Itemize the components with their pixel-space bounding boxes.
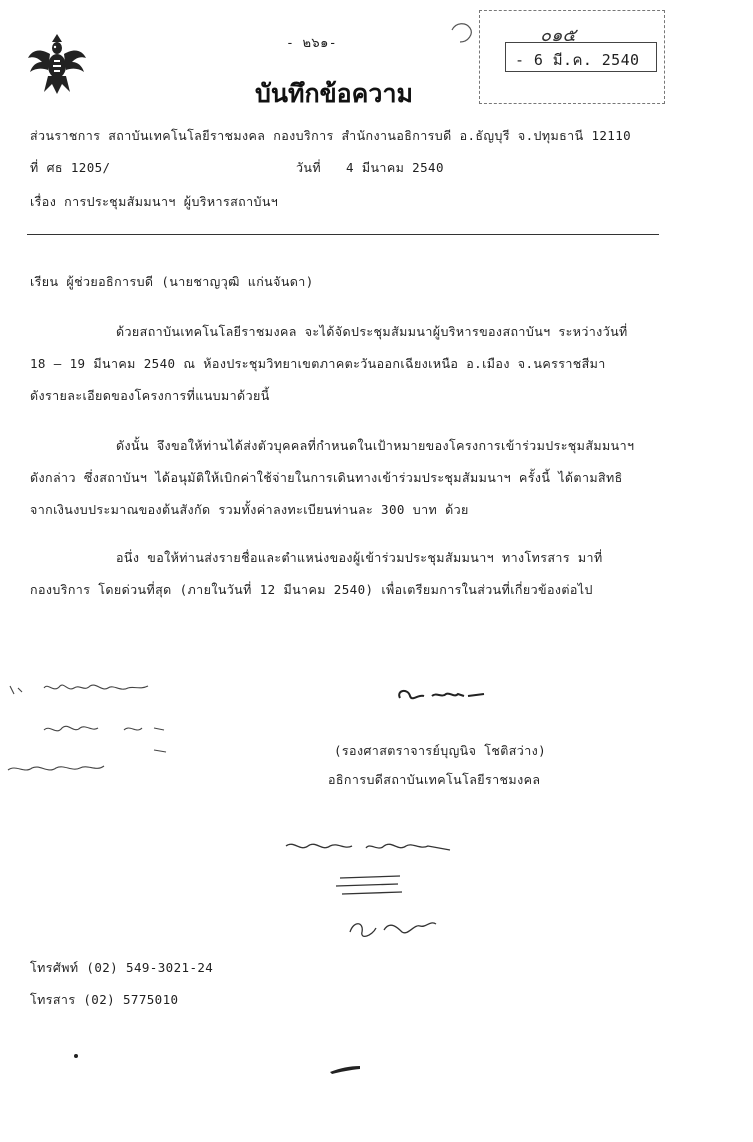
para1-line2: 18 – 19 มีนาคม 2540 ณ ห้องประชุมวิทยาเขตภาคตะวันออกเฉียงเหนือ อ.เมือง จ.นครราชสีมา	[30, 356, 606, 371]
para1-line3: ดังรายละเอียดของโครงการที่แนบมาด้วยนี้	[30, 388, 270, 403]
document-title: บันทึกข้อความ	[255, 79, 413, 108]
para1-line1: ด้วยสถาบันเทคโนโลยีราชมงคล จะได้จัดประชุมสัมมนาผู้บริหารของสถาบันฯ ระหว่างวันที่	[116, 324, 628, 339]
stamp-date: - 6 มี.ค. 2540	[515, 51, 640, 69]
reference-number: ที่ ศธ 1205/	[30, 160, 111, 175]
date-value: 4 มีนาคม 2540	[346, 160, 444, 175]
stamp-hand-marks	[448, 20, 478, 50]
fax-number: โทรสาร (02) 5775010	[30, 992, 179, 1007]
para2-line1: ดังนั้น จึงขอให้ท่านได้ส่งตัวบุคคลที่กำหนดในเป้าหมายของโครงการเข้าร่วมประชุมสัมมนาฯ	[116, 438, 635, 453]
agency-line: ส่วนราชการ สถาบันเทคโนโลยีราชมงคล กองบริการ สำนักงานอธิการบดี อ.ธัญบุรี จ.ปทุมธานี 12110	[30, 128, 632, 143]
header-divider	[27, 234, 659, 235]
handwritten-received-note	[280, 836, 480, 946]
handwritten-note	[4, 680, 174, 790]
subject-line: เรื่อง การประชุมสัมมนาฯ ผู้บริหารสถาบันฯ	[30, 194, 279, 209]
director-signature	[394, 684, 494, 706]
phone-number: โทรศัพท์ (02) 549-3021-24	[30, 960, 214, 975]
para3-line2: กองบริการ โดยด่วนที่สุด (ภายในวันที่ 12 มีนาคม 2540) เพื่อเตรียมการในส่วนที่เกี่ยวข้องต่อไป	[30, 582, 593, 597]
date-label: วันที่	[296, 160, 322, 175]
para3-line1: อนึ่ง ขอให้ท่านส่งรายชื่อและตำแหน่งของผู้เข้าร่วมประชุมสัมมนาฯ ทางโทรสาร มาที่	[116, 550, 603, 565]
salutation: เรียน ผู้ช่วยอธิการบดี (นายชาญวุฒิ แก่นจันดา)	[30, 274, 314, 289]
signatory-position: อธิการบดีสถาบันเทคโนโลยีราชมงคล	[328, 772, 541, 787]
para2-line2: ดังกล่าว ซึ่งสถาบันฯ ได้อนุมัติให้เบิกค่าใช้จ่ายในการเดินทางเข้าร่วมประชุมสัมมนาฯ ครั้งนี้ ได้ตามสิทธิ	[30, 470, 623, 485]
garuda-emblem	[26, 34, 88, 96]
signatory-name: (รองศาสตราจารย์บุญนิจ โชติสว่าง)	[334, 743, 547, 758]
stamp-number: ๐๑๕	[540, 25, 577, 46]
para2-line3: จากเงินงบประมาณของต้นสังกัด รวมทั้งค่าลงทะเบียนท่านละ 300 บาท ด้วย	[30, 502, 469, 517]
page-mark: - ๒๖๑-	[286, 36, 337, 51]
scan-marks	[60, 1040, 380, 1080]
